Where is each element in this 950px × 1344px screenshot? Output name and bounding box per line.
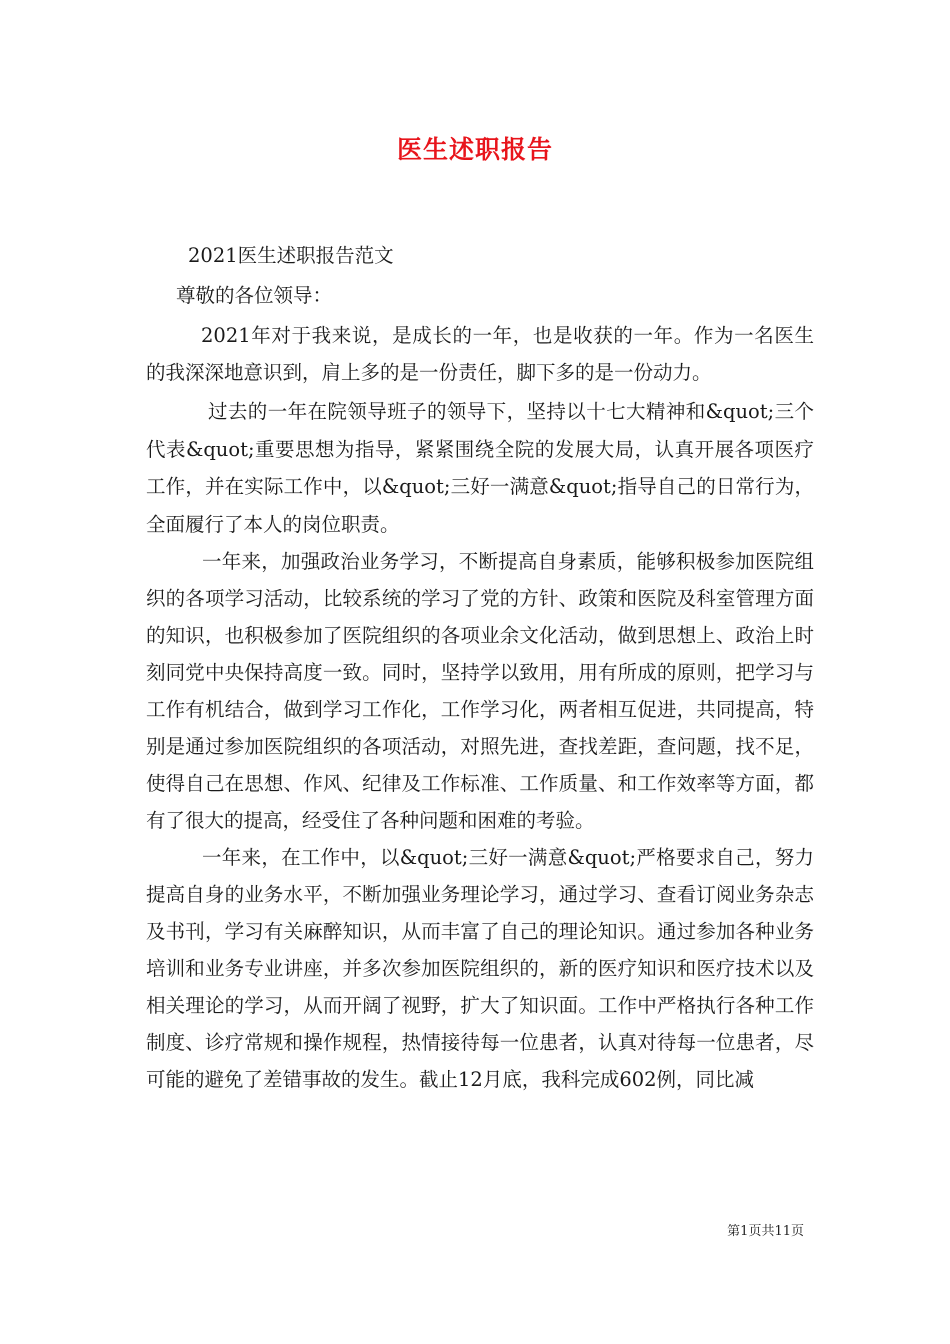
page-number: 第1页共11页: [727, 1224, 804, 1239]
paragraph: 过去的一年在院领导班子的领导下，坚持以十七大精神和&quot;三个代表&quot;重要思想为指导，紧紧围绕全院的发展大局，认真开展各项医疗工作，并在实际工作中，以&quot;三好一满意&quot;指导自己的日常行为，全面履行了本人的岗位职责。: [146, 400, 814, 536]
paragraph: 2021年对于我来说，是成长的一年，也是收获的一年。作为一名医生的我深深地意识到，肩上多的是一份责任，脚下多的是一份动力。: [146, 324, 814, 384]
paragraph: 一年来，加强政治业务学习，不断提高自身素质，能够积极参加医院组织的各项学习活动，比较系统的学习了党的方针、政策和医院及科室管理方面的知识，也积极参加了医院组织的各项业余文化活动，做到思想上、政治上时刻同党中央保持高度一致。同时，坚持学以致用，用有所成的原则，把学习与工作有机结合，做到学习工作化，工作学习化，两者相互促进，共同提高，特别是通过参加医院组织的各项活动，对照先进，查找差距，查问题，找不足，使得自己在思想、作风、纪律及工作标准、工作质量、和工作效率等方面，都有了很大的提高，经受住了各种问题和困难的考验。: [146, 550, 814, 832]
paragraph: 一年来，在工作中，以&quot;三好一满意&quot;严格要求自己，努力提高自身的业务水平，不断加强业务理论学习，通过学习、查看订阅业务杂志及书刊，学习有关麻醉知识，从而丰富了自己的理论知识。通过参加各种业务培训和业务专业讲座，并多次参加医院组织的，新的医疗知识和医疗技术以及相关理论的学习，从而开阔了视野，扩大了知识面。工作中严格执行各种工作制度、诊疗常规和操作规程，热情接待每一位患者，认真对待每一位患者，尽可能的避免了差错事故的发生。截止12月底，我科完成602例，同比减: [146, 846, 814, 1091]
document-title: 医生述职报告: [396, 135, 553, 164]
salutation: 尊敬的各位领导：: [176, 284, 333, 307]
document-subtitle: 2021医生述职报告范文: [188, 244, 394, 267]
document-body: [146, 236, 814, 1098]
